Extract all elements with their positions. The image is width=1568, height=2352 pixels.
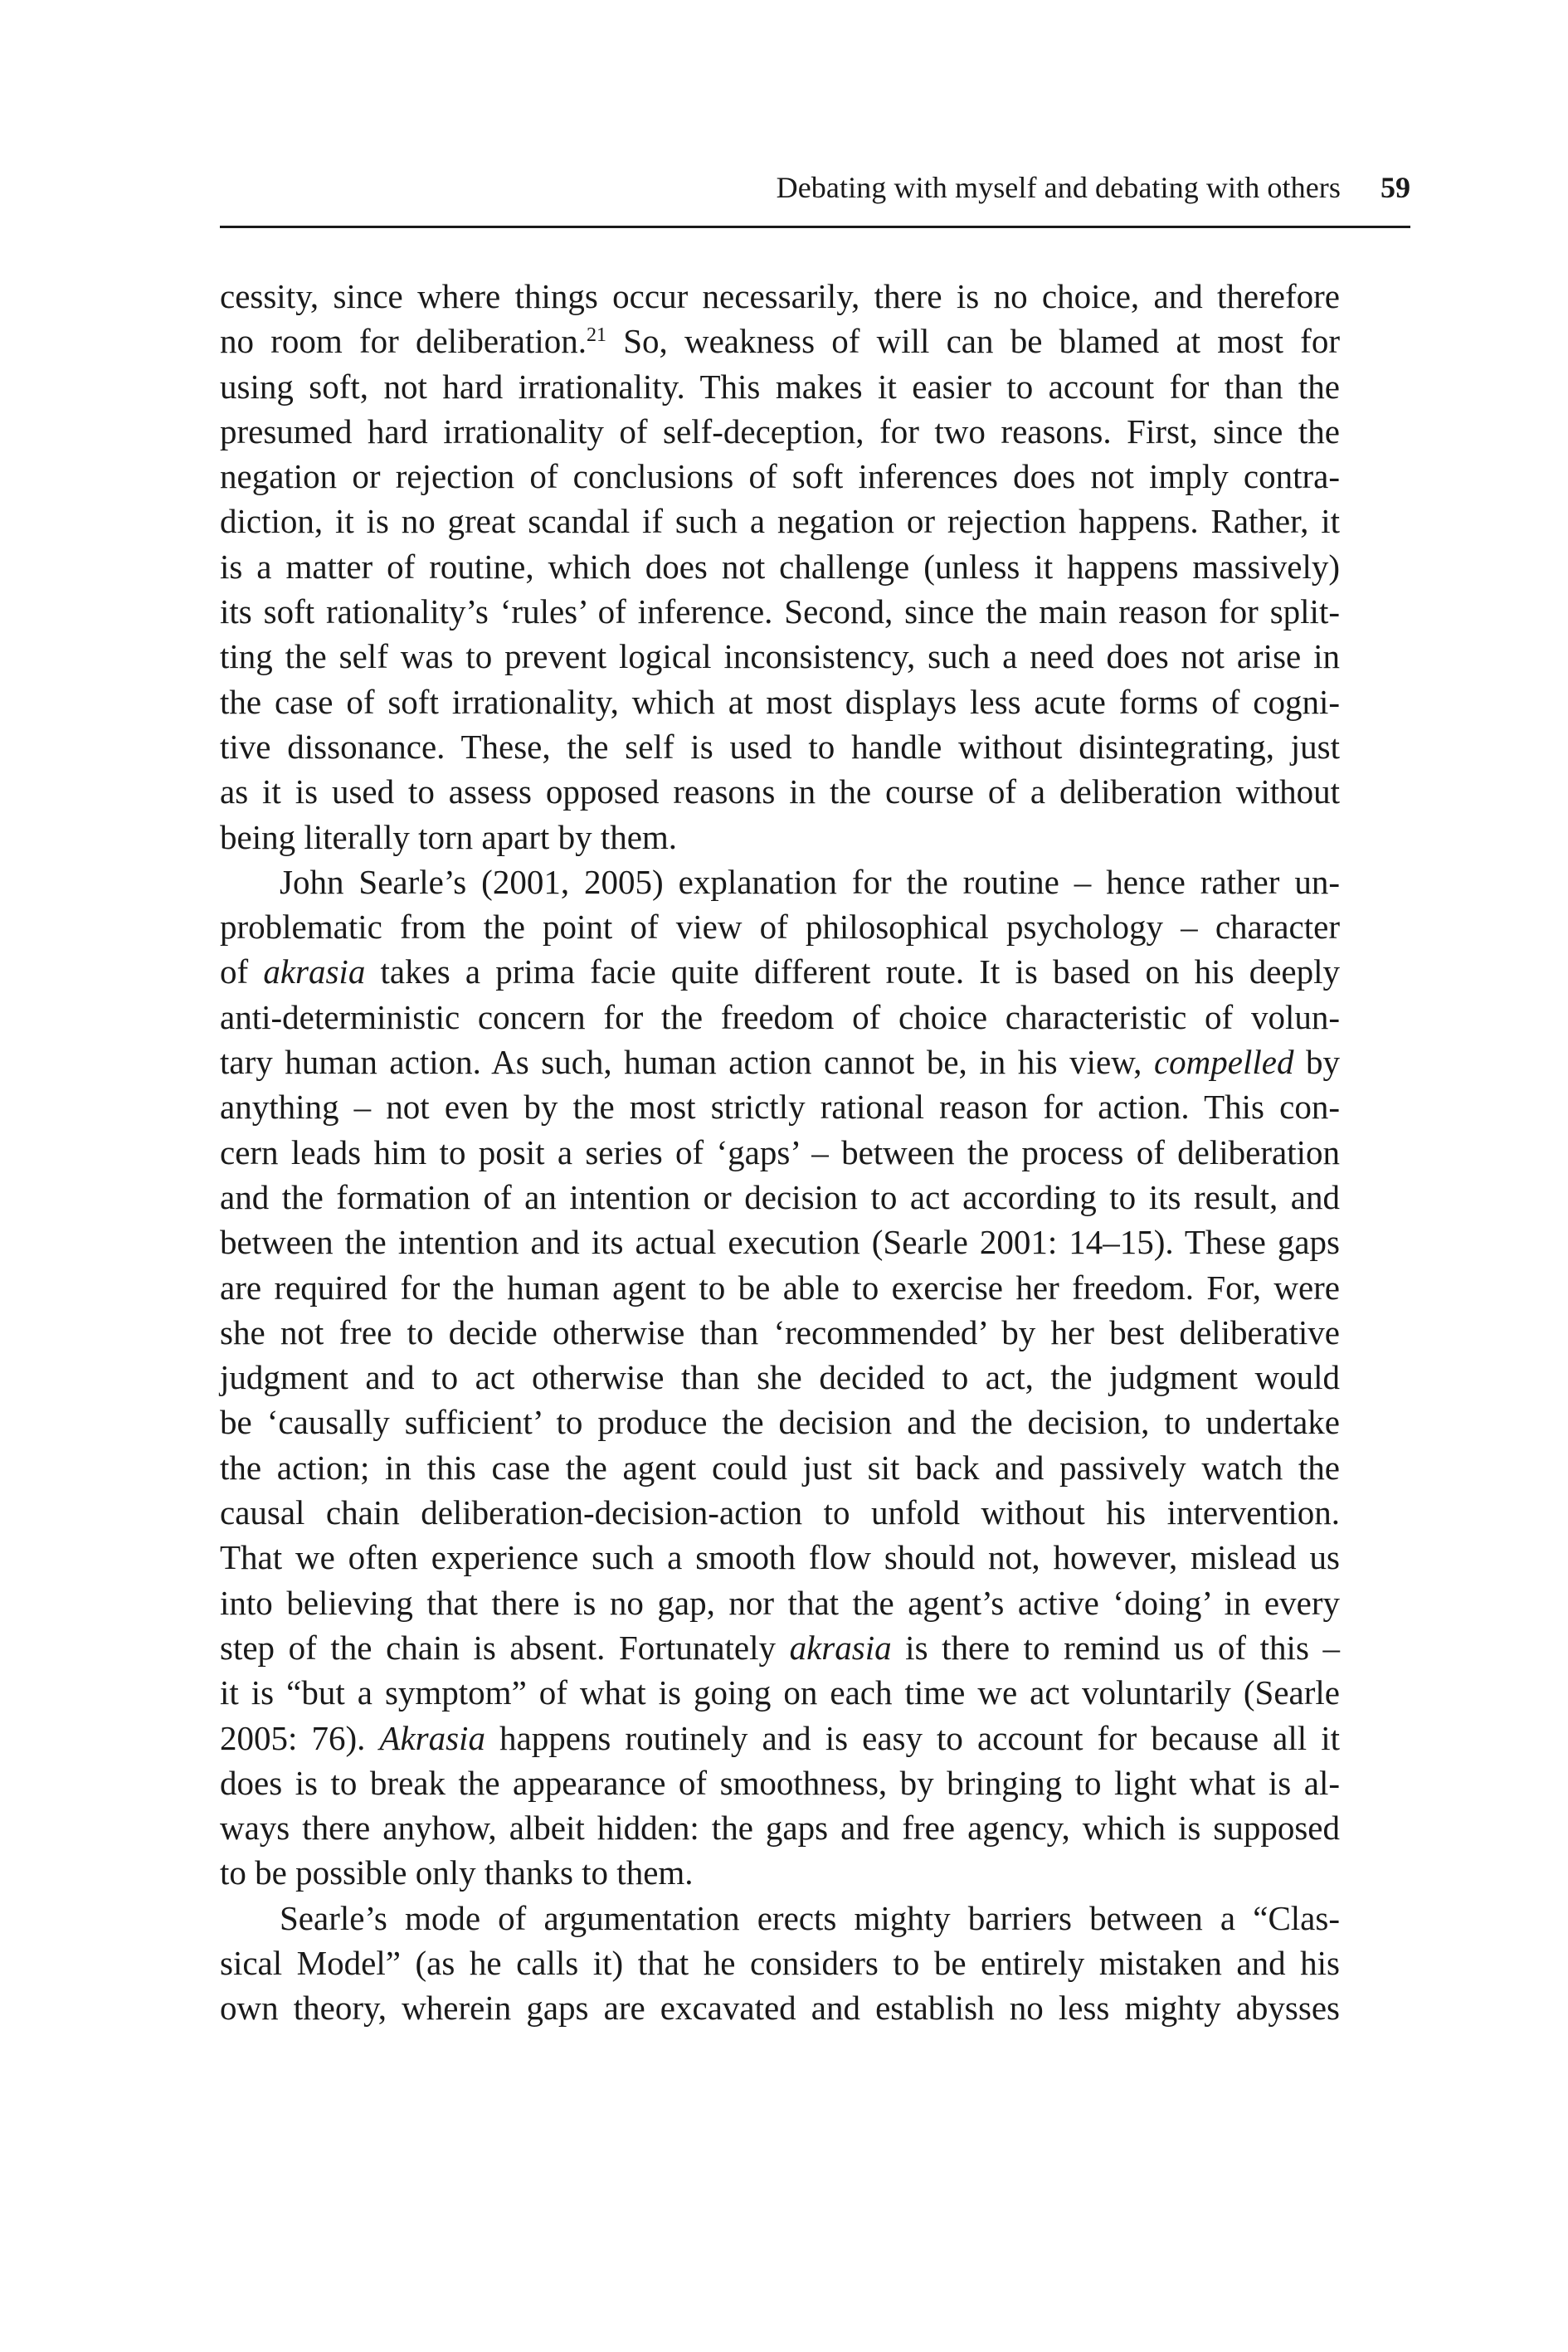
- emphasis-text: akrasia: [263, 952, 366, 991]
- text-line: the action; in this case the agent could just sit back and passively watch the: [220, 1448, 1340, 1487]
- running-head: [220, 170, 1410, 220]
- text-line: [220, 1040, 1340, 1084]
- text-line: she not free to decide otherwise than ‘recommended’ by her best deliberative: [220, 1312, 1340, 1351]
- line-text: step of the chain is absent. Fortunately: [220, 1628, 790, 1667]
- text-line: presumed hard irrationality of self-deception, for two reasons. First, since the: [220, 411, 1340, 450]
- text-line: between the intention and its actual execution (Searle 2001: 14–15). These gaps: [220, 1223, 1340, 1262]
- line-text: happens routinely and is easy to account for because all it: [485, 1718, 1340, 1757]
- text-line: using soft, not hard irrationality. This makes it easier to account for than the: [220, 367, 1340, 406]
- line-text: 2005: 76).: [220, 1718, 380, 1757]
- text-line: be ‘causally sufficient’ to produce the decision and the decision, to undertake: [220, 1403, 1340, 1442]
- text-line: are required for the human agent to be able to exercise her freedom. For, were: [220, 1268, 1340, 1307]
- line-text: of: [220, 952, 264, 991]
- text-line: causal chain deliberation-decision-action to unfold without his intervention.: [220, 1493, 1340, 1532]
- line-text: tary human action. As such, human action cannot be, in his view,: [220, 1043, 1154, 1082]
- emphasis-text: akrasia: [789, 1628, 892, 1667]
- text-line: ting the self was to prevent logical inconsistency, such a need does not arise in: [220, 637, 1340, 676]
- text-line: [220, 319, 1340, 363]
- text-line: That we often experience such a smooth flow should not, however, mislead us: [220, 1538, 1340, 1577]
- body-text: [220, 274, 1340, 2031]
- line-text: takes a prima facie quite different route. It is based on his deeply: [365, 952, 1340, 991]
- text-line: diction, it is no great scandal if such a negation or rejection happens. Rather, it: [220, 502, 1340, 541]
- text-line: [220, 949, 1340, 994]
- line-text: by: [1293, 1043, 1340, 1082]
- running-title: Debating with myself and debating with others: [776, 171, 1341, 204]
- text-line: tive dissonance. These, the self is used to handle without disintegrating, just: [220, 727, 1340, 766]
- text-line: and the formation of an intention or decision to act according to its result, and: [220, 1177, 1340, 1216]
- text-line: is a matter of routine, which does not challenge (unless it happens massively): [220, 547, 1340, 586]
- line-text: is there to remind us of this –: [891, 1628, 1340, 1667]
- text-line: [220, 1625, 1340, 1670]
- text-line: it is “but a symptom” of what is going on each time we act voluntarily (Searle: [220, 1673, 1340, 1712]
- line-text: no room for deliberation.: [220, 322, 587, 361]
- emphasis-text: compelled: [1153, 1043, 1294, 1082]
- text-line: does is to break the appearance of smoothness, by bringing to light what is al-: [220, 1763, 1340, 1802]
- line-text: So, weakness of will can be blamed at most for: [606, 322, 1340, 361]
- text-line: the case of soft irrationality, which at most displays less acute forms of cogni-: [220, 682, 1340, 721]
- text-line: cern leads him to posit a series of ‘gaps’ – between the process of deliberation: [220, 1132, 1340, 1171]
- text-line: John Searle’s (2001, 2005) explanation for the routine – hence rather un-: [280, 862, 1340, 901]
- text-line: sical Model” (as he calls it) that he considers to be entirely mistaken and his: [220, 1943, 1340, 1982]
- text-line: problematic from the point of view of philosophical psychology – character: [220, 908, 1340, 947]
- text-line: negation or rejection of conclusions of soft inferences does not imply contra-: [220, 457, 1340, 496]
- text-line: judgment and to act otherwise than she decided to act, the judgment would: [220, 1358, 1340, 1397]
- text-line: Searle’s mode of argumentation erects mighty barriers between a “Clas-: [280, 1898, 1340, 1937]
- header-rule: [220, 226, 1410, 228]
- text-line: [220, 1716, 1340, 1760]
- text-line: its soft rationality’s ‘rules’ of inference. Second, since the main reason for split-: [220, 592, 1340, 631]
- text-line: ways there anyhow, albeit hidden: the gaps and free agency, which is supposed: [220, 1809, 1340, 1848]
- text-line: being literally torn apart by them.: [220, 817, 678, 856]
- emphasis-text: Akrasia: [379, 1718, 485, 1757]
- text-line: into believing that there is no gap, nor that the agent’s active ‘doing’ in every: [220, 1583, 1340, 1622]
- text-line: as it is used to assess opposed reasons in the course of a deliberation without: [220, 772, 1340, 811]
- text-line: cessity, since where things occur necessarily, there is no choice, and therefore: [220, 277, 1340, 315]
- text-line: own theory, wherein gaps are excavated and establish no less mighty abysses: [220, 1989, 1340, 2028]
- page-number: 59: [1381, 171, 1410, 204]
- footnote-marker[interactable]: 21: [587, 324, 607, 347]
- text-line: to be possible only thanks to them.: [220, 1853, 694, 1892]
- text-line: anything – not even by the most strictly rational reason for action. This con-: [220, 1088, 1340, 1127]
- text-line: anti-deterministic concern for the freedom of choice characteristic of volun-: [220, 997, 1340, 1036]
